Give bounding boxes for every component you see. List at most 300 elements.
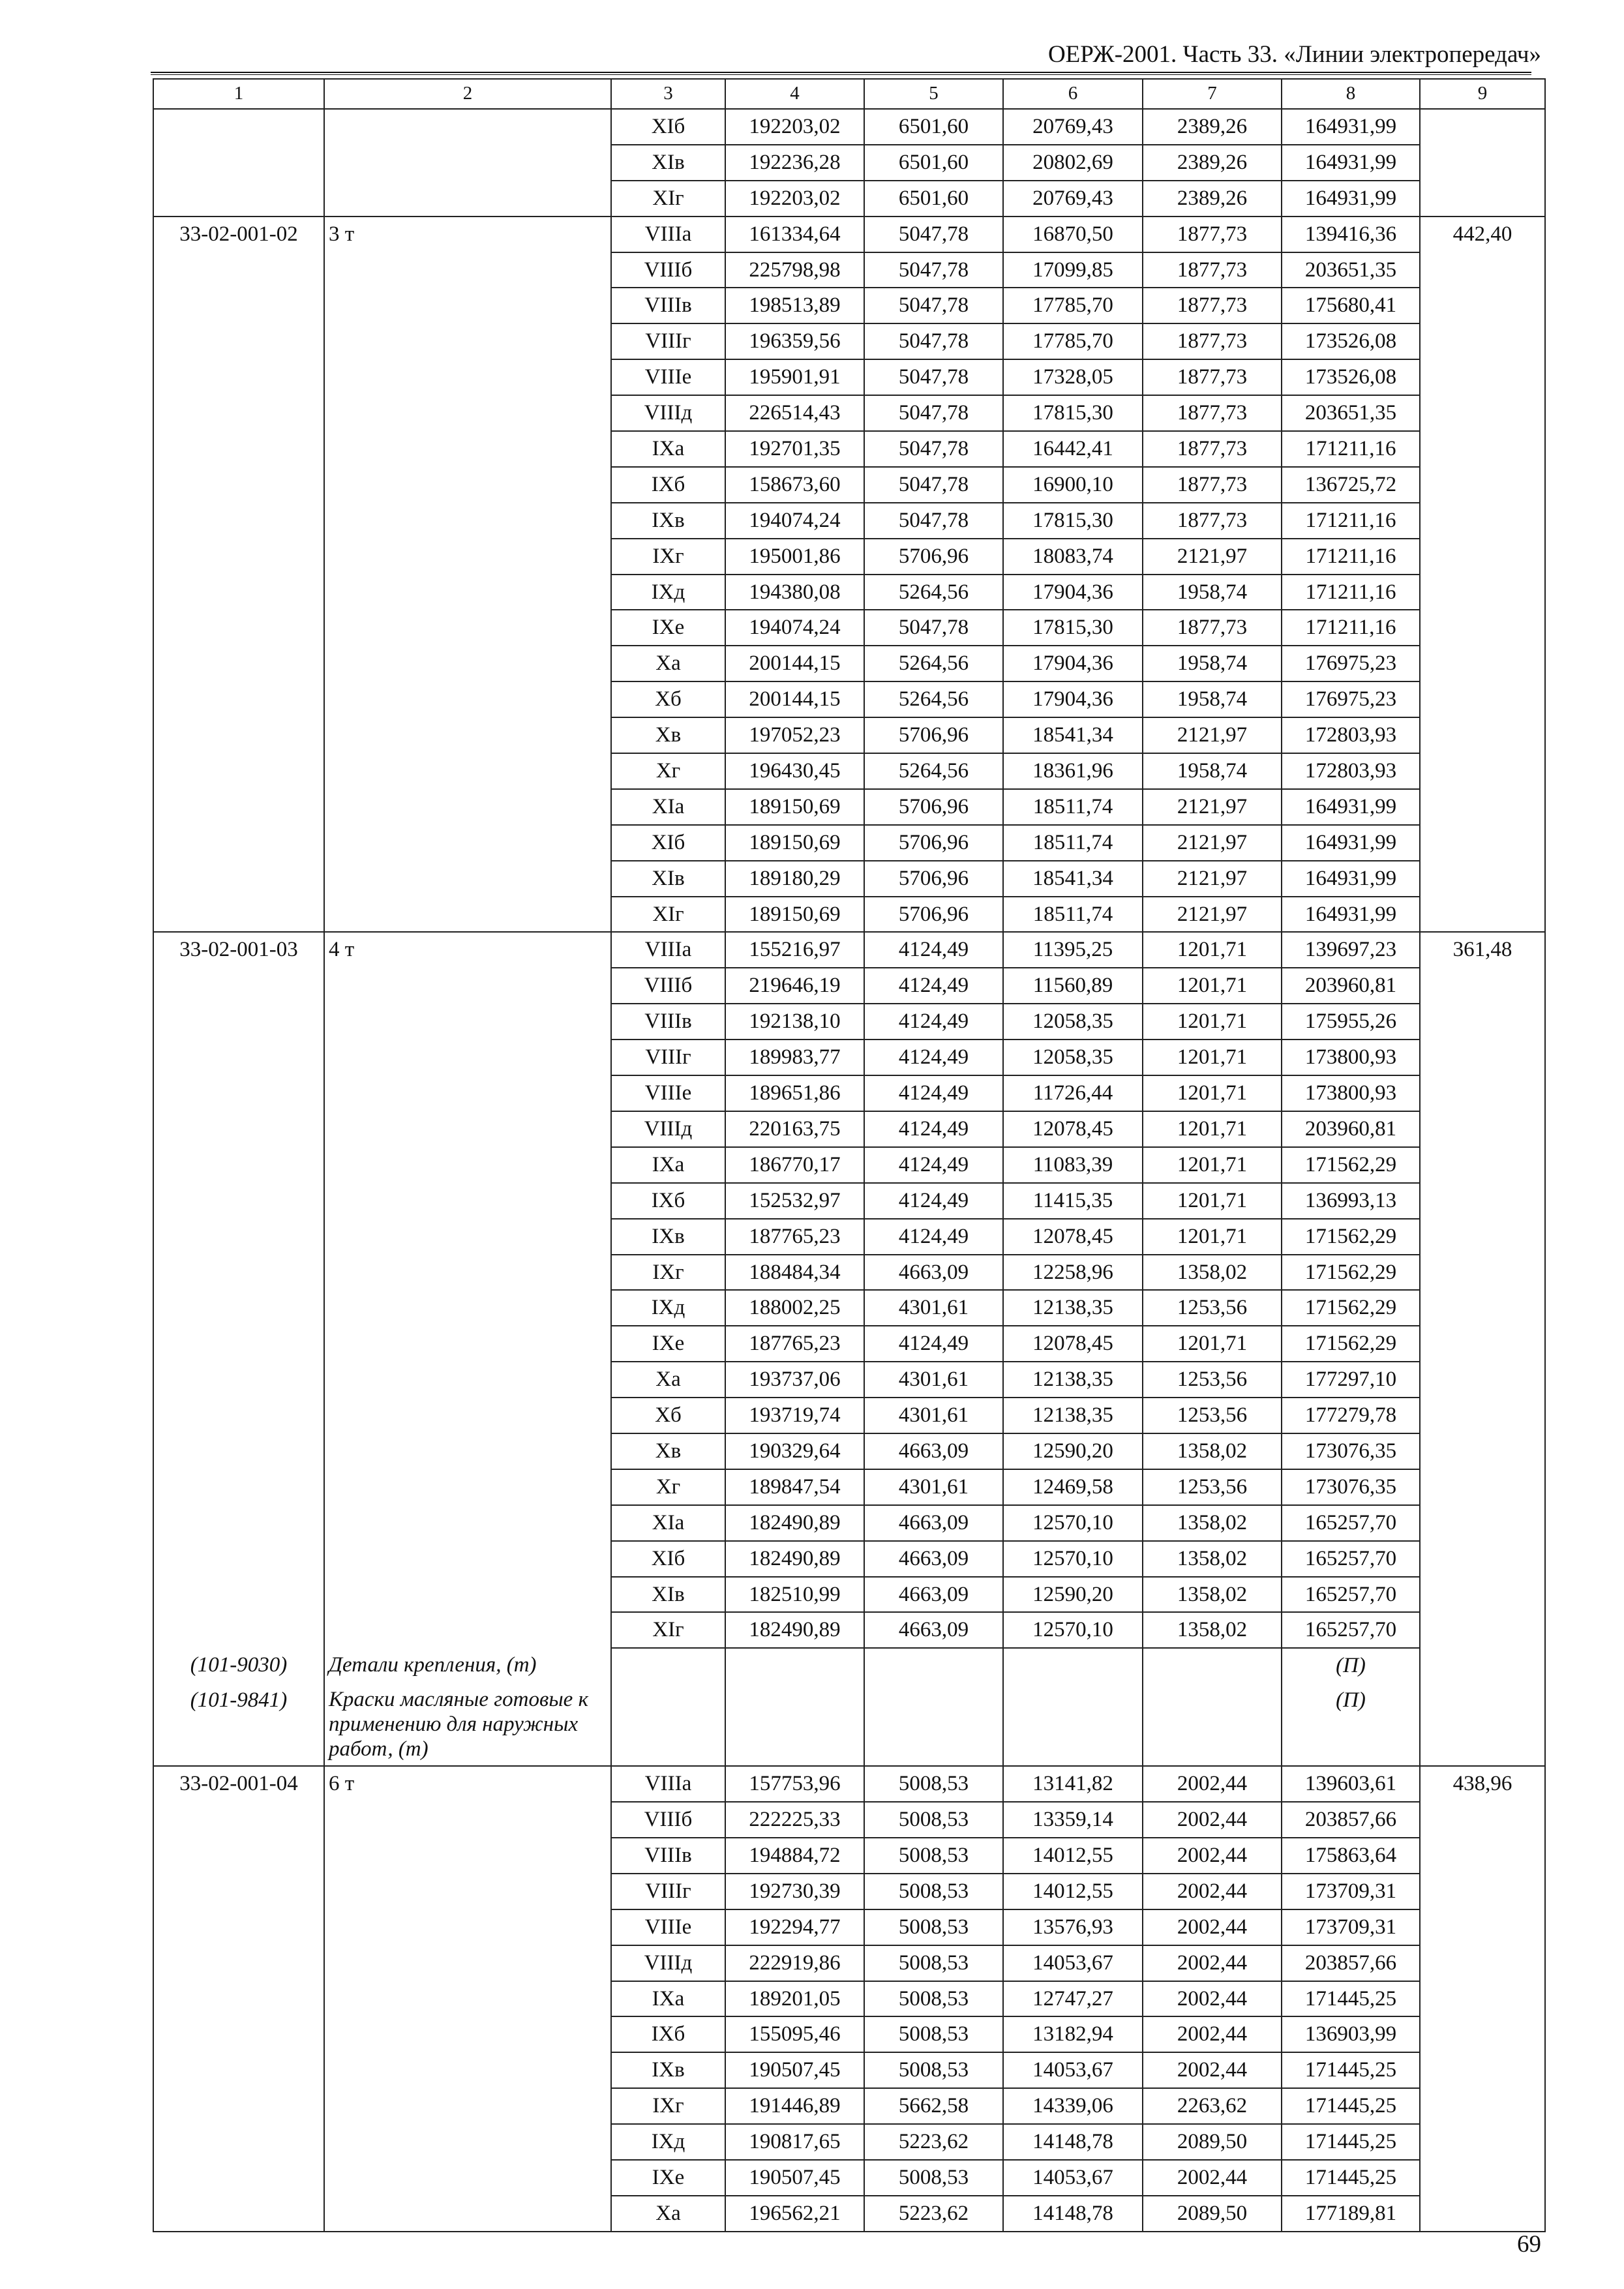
- code-cell: [153, 1838, 324, 1874]
- labor-cell: [1420, 539, 1545, 575]
- table-row: [153, 681, 1545, 717]
- code-cell: [153, 2052, 324, 2088]
- machine-cost-cell: 17815,30: [1003, 503, 1143, 539]
- machine-cost-cell: 13182,94: [1003, 2016, 1143, 2052]
- code-cell: [153, 288, 324, 323]
- operator-wages-cell: 1958,74: [1143, 753, 1282, 789]
- total-cost-cell: 187765,23: [725, 1219, 864, 1255]
- wages-cell: 4124,49: [864, 1219, 1003, 1255]
- table-row: [153, 1577, 1545, 1613]
- table-row: [153, 109, 1545, 145]
- machine-cost-cell: 18511,74: [1003, 897, 1143, 933]
- labor-cell: [1420, 2160, 1545, 2196]
- table-row: [153, 825, 1545, 861]
- zone-cell: IXг: [611, 2088, 725, 2124]
- zone-cell: IXд: [611, 2124, 725, 2160]
- operator-wages-cell: 1358,02: [1143, 1577, 1282, 1613]
- code-cell: [153, 897, 324, 933]
- table-row: [153, 1802, 1545, 1838]
- total-cost-cell: 189651,86: [725, 1075, 864, 1111]
- table-row: [153, 2016, 1545, 2052]
- labor-cell: [1420, 323, 1545, 359]
- labor-cell: [1420, 431, 1545, 467]
- labor-cell: [1420, 897, 1545, 933]
- total-cost-cell: 196430,45: [725, 753, 864, 789]
- name-cell: [324, 2160, 611, 2196]
- machine-cost-cell: 12138,35: [1003, 1398, 1143, 1433]
- table-row: [153, 2160, 1545, 2196]
- table-row: [153, 323, 1545, 359]
- materials-cost-cell: 171562,29: [1282, 1290, 1420, 1326]
- operator-wages-cell: 1877,73: [1143, 395, 1282, 431]
- zone-cell: VIIIд: [611, 1111, 725, 1147]
- code-cell: [153, 1290, 324, 1326]
- machine-cost-cell: 17815,30: [1003, 610, 1143, 646]
- labor-cell: [1420, 1326, 1545, 1362]
- zone-cell: VIIIа: [611, 1766, 725, 1802]
- name-cell: [324, 181, 611, 217]
- total-cost-cell: 189150,69: [725, 825, 864, 861]
- zone-cell: VIIIе: [611, 1075, 725, 1111]
- wages-cell: 5706,96: [864, 861, 1003, 897]
- machine-cost-cell: 18511,74: [1003, 789, 1143, 825]
- table-body: [153, 79, 1545, 2232]
- zone-cell: VIIIв: [611, 1838, 725, 1874]
- zone-cell: VIIIг: [611, 1874, 725, 1909]
- code-cell: [153, 2160, 324, 2196]
- code-cell: 33-02-001-02: [153, 217, 324, 252]
- code-cell: [153, 1075, 324, 1111]
- code-cell: [153, 2088, 324, 2124]
- code-cell: [153, 1541, 324, 1577]
- machine-cost-cell: 14148,78: [1003, 2196, 1143, 2232]
- operator-wages-cell: 1358,02: [1143, 1255, 1282, 1291]
- machine-cost-cell: 16900,10: [1003, 467, 1143, 503]
- wages-cell: 5047,78: [864, 395, 1003, 431]
- wages-cell: 5706,96: [864, 717, 1003, 753]
- machine-cost-cell: 14012,55: [1003, 1874, 1143, 1909]
- machine-cost-cell: 12078,45: [1003, 1111, 1143, 1147]
- wages-cell: 4663,09: [864, 1433, 1003, 1469]
- operator-wages-cell: 2089,50: [1143, 2124, 1282, 2160]
- total-cost-cell: 189983,77: [725, 1040, 864, 1075]
- total-cost-cell: 189847,54: [725, 1469, 864, 1505]
- machine-cost-cell: 12078,45: [1003, 1219, 1143, 1255]
- name-cell: [324, 610, 611, 646]
- total-cost-cell: 152532,97: [725, 1183, 864, 1219]
- name-cell: [324, 395, 611, 431]
- labor-cell: [1420, 1004, 1545, 1040]
- labor-cell: [1420, 252, 1545, 288]
- operator-wages-cell: 2002,44: [1143, 1909, 1282, 1945]
- materials-cost-cell: 164931,99: [1282, 825, 1420, 861]
- name-cell: [324, 1612, 611, 1648]
- zone-cell: Xа: [611, 1362, 725, 1398]
- materials-cost-cell: 164931,99: [1282, 789, 1420, 825]
- code-cell: [153, 1004, 324, 1040]
- materials-cost-cell: 171562,29: [1282, 1147, 1420, 1183]
- materials-cost-cell: 139697,23: [1282, 932, 1420, 968]
- name-cell: [324, 825, 611, 861]
- column-number: 6: [1003, 79, 1143, 109]
- labor-cell: 361,48: [1420, 932, 1545, 968]
- materials-cost-cell: 172803,93: [1282, 753, 1420, 789]
- labor-cell: [1420, 1040, 1545, 1075]
- zone-cell: IXг: [611, 1255, 725, 1291]
- total-cost-cell: 196562,21: [725, 2196, 864, 2232]
- table-row: [153, 861, 1545, 897]
- machine-cost-cell: 14012,55: [1003, 1838, 1143, 1874]
- table-row: [153, 252, 1545, 288]
- name-cell: [324, 1111, 611, 1147]
- labor-cell: [1420, 2196, 1545, 2232]
- wages-cell: 5047,78: [864, 217, 1003, 252]
- operator-wages-cell: 1201,71: [1143, 1147, 1282, 1183]
- zone-cell: IXв: [611, 1219, 725, 1255]
- materials-cost-cell: 173526,08: [1282, 323, 1420, 359]
- name-cell: [324, 1362, 611, 1398]
- operator-wages-cell: 2121,97: [1143, 861, 1282, 897]
- operator-wages-cell: 1358,02: [1143, 1541, 1282, 1577]
- table-row: [153, 1183, 1545, 1219]
- zone-cell: IXд: [611, 1290, 725, 1326]
- table-row: [153, 968, 1545, 1004]
- wages-cell: 5706,96: [864, 825, 1003, 861]
- total-cost-cell: 189150,69: [725, 789, 864, 825]
- machine-cost-cell: 13141,82: [1003, 1766, 1143, 1802]
- table-row: [153, 1648, 1545, 1683]
- machine-cost-cell: 20769,43: [1003, 109, 1143, 145]
- zone-cell: VIIIе: [611, 1909, 725, 1945]
- column-number: 1: [153, 79, 324, 109]
- code-cell: [153, 109, 324, 145]
- zone-cell: IXа: [611, 1147, 725, 1183]
- name-cell: [324, 1290, 611, 1326]
- table-row: [153, 1111, 1545, 1147]
- materials-cost-cell: 176975,23: [1282, 646, 1420, 681]
- machine-cost-cell: 12747,27: [1003, 1981, 1143, 2017]
- materials-cost-cell: 164931,99: [1282, 181, 1420, 217]
- wages-cell: 5264,56: [864, 753, 1003, 789]
- table-row: [153, 503, 1545, 539]
- table-row: [153, 1469, 1545, 1505]
- machine-cost-cell: 13359,14: [1003, 1802, 1143, 1838]
- operator-wages-cell: 2121,97: [1143, 539, 1282, 575]
- code-cell: [153, 181, 324, 217]
- page-number: 69: [1517, 2231, 1541, 2258]
- name-cell: [324, 323, 611, 359]
- column-number: 3: [611, 79, 725, 109]
- total-cost-cell: 182490,89: [725, 1505, 864, 1541]
- table-row: [153, 145, 1545, 181]
- zone-cell: VIIIб: [611, 252, 725, 288]
- code-cell: [153, 789, 324, 825]
- total-cost-cell: 196359,56: [725, 323, 864, 359]
- name-cell: [324, 2052, 611, 2088]
- labor-cell: [1420, 181, 1545, 217]
- labor-cell: 442,40: [1420, 217, 1545, 252]
- wages-cell: 5008,53: [864, 2160, 1003, 2196]
- materials-cost-cell: 177189,81: [1282, 2196, 1420, 2232]
- zone-cell: XIг: [611, 1612, 725, 1648]
- code-cell: [153, 1505, 324, 1541]
- wages-cell: [864, 1648, 1003, 1683]
- materials-cost-cell: 203960,81: [1282, 1111, 1420, 1147]
- labor-cell: [1420, 1683, 1545, 1766]
- wages-cell: 5706,96: [864, 539, 1003, 575]
- name-cell: [324, 1398, 611, 1433]
- table-row: [153, 1981, 1545, 2017]
- materials-cost-cell: 171445,25: [1282, 2052, 1420, 2088]
- zone-cell: VIIIг: [611, 323, 725, 359]
- column-number: 8: [1282, 79, 1420, 109]
- code-cell: (101-9030): [153, 1648, 324, 1683]
- labor-cell: [1420, 1838, 1545, 1874]
- code-cell: [153, 539, 324, 575]
- materials-cost-cell: 165257,70: [1282, 1577, 1420, 1613]
- zone-cell: [611, 1683, 725, 1766]
- name-cell: Краски масляные готовые к применению для наружных работ, (т): [324, 1683, 611, 1766]
- name-cell: [324, 717, 611, 753]
- total-cost-cell: 193719,74: [725, 1398, 864, 1433]
- zone-cell: VIIIв: [611, 288, 725, 323]
- machine-cost-cell: 12258,96: [1003, 1255, 1143, 1291]
- labor-cell: [1420, 646, 1545, 681]
- materials-cost-cell: (П): [1282, 1648, 1420, 1683]
- wages-cell: 5008,53: [864, 1766, 1003, 1802]
- code-cell: [153, 1945, 324, 1981]
- materials-cost-cell: 203651,35: [1282, 252, 1420, 288]
- zone-cell: XIб: [611, 825, 725, 861]
- code-cell: [153, 1612, 324, 1648]
- machine-cost-cell: 12570,10: [1003, 1541, 1143, 1577]
- materials-cost-cell: 173709,31: [1282, 1909, 1420, 1945]
- wages-cell: 5008,53: [864, 1838, 1003, 1874]
- zone-cell: XIв: [611, 1577, 725, 1613]
- header-rule: [151, 72, 1531, 75]
- total-cost-cell: 182510,99: [725, 1577, 864, 1613]
- code-cell: [153, 1362, 324, 1398]
- name-cell: [324, 968, 611, 1004]
- total-cost-cell: 192203,02: [725, 109, 864, 145]
- machine-cost-cell: [1003, 1648, 1143, 1683]
- table-row: [153, 932, 1545, 968]
- machine-cost-cell: 11560,89: [1003, 968, 1143, 1004]
- machine-cost-cell: 17904,36: [1003, 646, 1143, 681]
- materials-cost-cell: 165257,70: [1282, 1612, 1420, 1648]
- name-cell: [324, 861, 611, 897]
- machine-cost-cell: 13576,93: [1003, 1909, 1143, 1945]
- code-cell: [153, 467, 324, 503]
- operator-wages-cell: 1877,73: [1143, 610, 1282, 646]
- materials-cost-cell: 176975,23: [1282, 681, 1420, 717]
- name-cell: 6 т: [324, 1766, 611, 1802]
- total-cost-cell: 189201,05: [725, 1981, 864, 2017]
- total-cost-cell: 155095,46: [725, 2016, 864, 2052]
- machine-cost-cell: [1003, 1683, 1143, 1766]
- machine-cost-cell: 14339,06: [1003, 2088, 1143, 2124]
- total-cost-cell: 194884,72: [725, 1838, 864, 1874]
- table-row: [153, 539, 1545, 575]
- operator-wages-cell: 1201,71: [1143, 1326, 1282, 1362]
- operator-wages-cell: 1877,73: [1143, 503, 1282, 539]
- labor-cell: [1420, 2088, 1545, 2124]
- zone-cell: Xа: [611, 646, 725, 681]
- total-cost-cell: 158673,60: [725, 467, 864, 503]
- name-cell: [324, 145, 611, 181]
- total-cost-cell: [725, 1683, 864, 1766]
- wages-cell: 4663,09: [864, 1612, 1003, 1648]
- operator-wages-cell: 2002,44: [1143, 2052, 1282, 2088]
- table-row: [153, 1326, 1545, 1362]
- total-cost-cell: 155216,97: [725, 932, 864, 968]
- materials-cost-cell: 203857,66: [1282, 1945, 1420, 1981]
- wages-cell: 4663,09: [864, 1577, 1003, 1613]
- name-cell: [324, 575, 611, 610]
- table-row: [153, 1505, 1545, 1541]
- name-cell: [324, 897, 611, 933]
- materials-cost-cell: 173076,35: [1282, 1433, 1420, 1469]
- machine-cost-cell: 18511,74: [1003, 825, 1143, 861]
- zone-cell: VIIIд: [611, 1945, 725, 1981]
- operator-wages-cell: 1358,02: [1143, 1612, 1282, 1648]
- code-cell: [153, 1398, 324, 1433]
- table-row: [153, 1612, 1545, 1648]
- table-row: [153, 1945, 1545, 1981]
- operator-wages-cell: 2121,97: [1143, 789, 1282, 825]
- name-cell: [324, 1945, 611, 1981]
- wages-cell: 5008,53: [864, 1909, 1003, 1945]
- labor-cell: [1420, 1909, 1545, 1945]
- code-cell: [153, 1802, 324, 1838]
- name-cell: [324, 1433, 611, 1469]
- machine-cost-cell: 18541,34: [1003, 861, 1143, 897]
- labor-cell: [1420, 1874, 1545, 1909]
- zone-cell: Xб: [611, 681, 725, 717]
- materials-cost-cell: 171211,16: [1282, 539, 1420, 575]
- wages-cell: [864, 1683, 1003, 1766]
- wages-cell: 4124,49: [864, 932, 1003, 968]
- total-cost-cell: 220163,75: [725, 1111, 864, 1147]
- machine-cost-cell: 11726,44: [1003, 1075, 1143, 1111]
- wages-cell: 4124,49: [864, 1111, 1003, 1147]
- operator-wages-cell: 2121,97: [1143, 897, 1282, 933]
- operator-wages-cell: 2002,44: [1143, 1838, 1282, 1874]
- zone-cell: IXб: [611, 467, 725, 503]
- name-cell: [324, 1505, 611, 1541]
- code-cell: [153, 503, 324, 539]
- labor-cell: [1420, 1075, 1545, 1111]
- machine-cost-cell: 17785,70: [1003, 288, 1143, 323]
- materials-cost-cell: 171562,29: [1282, 1219, 1420, 1255]
- machine-cost-cell: 12590,20: [1003, 1433, 1143, 1469]
- operator-wages-cell: 1358,02: [1143, 1505, 1282, 1541]
- total-cost-cell: 200144,15: [725, 681, 864, 717]
- wages-cell: 5047,78: [864, 252, 1003, 288]
- total-cost-cell: 197052,23: [725, 717, 864, 753]
- materials-cost-cell: 171211,16: [1282, 431, 1420, 467]
- machine-cost-cell: 12138,35: [1003, 1362, 1143, 1398]
- labor-cell: [1420, 467, 1545, 503]
- operator-wages-cell: 1201,71: [1143, 968, 1282, 1004]
- labor-cell: [1420, 1362, 1545, 1398]
- machine-cost-cell: 14053,67: [1003, 2052, 1143, 2088]
- total-cost-cell: 192138,10: [725, 1004, 864, 1040]
- code-cell: [153, 395, 324, 431]
- machine-cost-cell: 17904,36: [1003, 681, 1143, 717]
- zone-cell: Xа: [611, 2196, 725, 2232]
- zone-cell: XIг: [611, 181, 725, 217]
- name-cell: [324, 2088, 611, 2124]
- name-cell: [324, 539, 611, 575]
- materials-cost-cell: 165257,70: [1282, 1505, 1420, 1541]
- code-cell: [153, 1219, 324, 1255]
- zone-cell: VIIIа: [611, 217, 725, 252]
- labor-cell: [1420, 610, 1545, 646]
- machine-cost-cell: 14148,78: [1003, 2124, 1143, 2160]
- operator-wages-cell: 1201,71: [1143, 1004, 1282, 1040]
- wages-cell: 5008,53: [864, 1981, 1003, 2017]
- zone-cell: IXа: [611, 431, 725, 467]
- wages-cell: 5008,53: [864, 1945, 1003, 1981]
- table-row: [153, 1004, 1545, 1040]
- total-cost-cell: 195901,91: [725, 359, 864, 395]
- code-cell: 33-02-001-04: [153, 1766, 324, 1802]
- wages-cell: 6501,60: [864, 109, 1003, 145]
- total-cost-cell: 192236,28: [725, 145, 864, 181]
- materials-cost-cell: 136993,13: [1282, 1183, 1420, 1219]
- name-cell: [324, 359, 611, 395]
- table-row: [153, 1219, 1545, 1255]
- name-cell: [324, 1909, 611, 1945]
- total-cost-cell: 192730,39: [725, 1874, 864, 1909]
- operator-wages-cell: 1201,71: [1143, 1075, 1282, 1111]
- machine-cost-cell: 12570,10: [1003, 1505, 1143, 1541]
- materials-cost-cell: 136903,99: [1282, 2016, 1420, 2052]
- total-cost-cell: 194074,24: [725, 503, 864, 539]
- table-row: [153, 2196, 1545, 2232]
- zone-cell: IXа: [611, 1981, 725, 2017]
- labor-cell: [1420, 145, 1545, 181]
- operator-wages-cell: 2002,44: [1143, 1945, 1282, 1981]
- code-cell: [153, 2196, 324, 2232]
- total-cost-cell: 190817,65: [725, 2124, 864, 2160]
- name-cell: [324, 1075, 611, 1111]
- materials-cost-cell: 139603,61: [1282, 1766, 1420, 1802]
- operator-wages-cell: 1201,71: [1143, 1219, 1282, 1255]
- column-number: 4: [725, 79, 864, 109]
- table-row: [153, 610, 1545, 646]
- machine-cost-cell: 17785,70: [1003, 323, 1143, 359]
- total-cost-cell: 186770,17: [725, 1147, 864, 1183]
- table-row: [153, 1362, 1545, 1398]
- machine-cost-cell: 18541,34: [1003, 717, 1143, 753]
- zone-cell: XIг: [611, 897, 725, 933]
- name-cell: [324, 1981, 611, 2017]
- table-row: [153, 1040, 1545, 1075]
- labor-cell: [1420, 359, 1545, 395]
- total-cost-cell: 190329,64: [725, 1433, 864, 1469]
- name-cell: [324, 789, 611, 825]
- code-cell: [153, 861, 324, 897]
- total-cost-cell: 190507,45: [725, 2052, 864, 2088]
- materials-cost-cell: 171562,29: [1282, 1326, 1420, 1362]
- labor-cell: [1420, 1612, 1545, 1648]
- total-cost-cell: 182490,89: [725, 1612, 864, 1648]
- code-cell: [153, 1326, 324, 1362]
- total-cost-cell: 193737,06: [725, 1362, 864, 1398]
- wages-cell: 5047,78: [864, 323, 1003, 359]
